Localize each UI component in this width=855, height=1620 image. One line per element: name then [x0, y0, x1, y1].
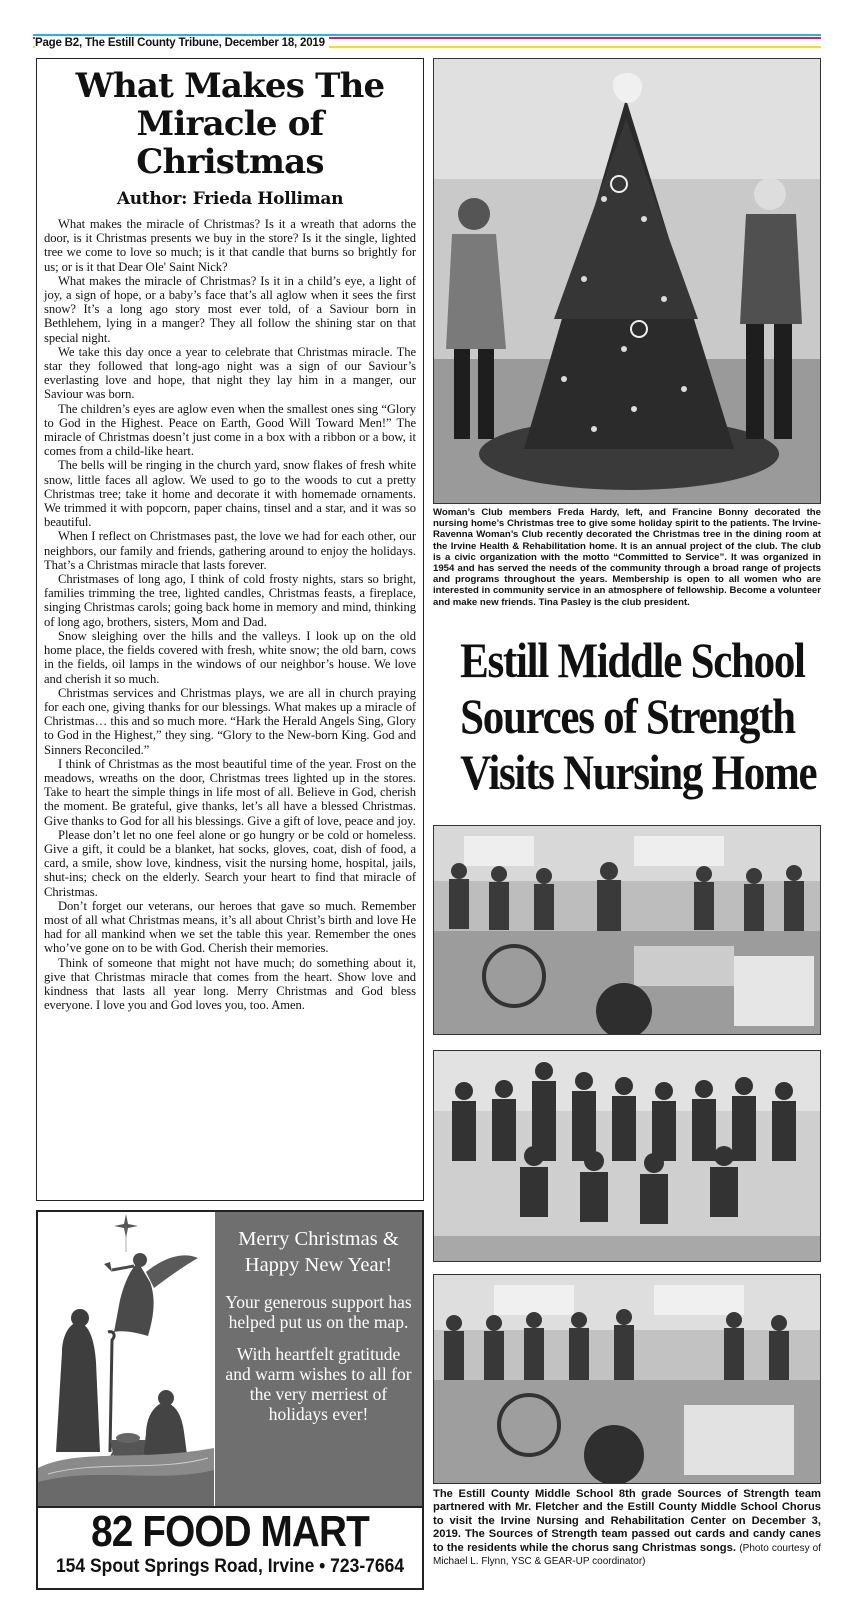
headline-line2: Sources of Strength — [460, 688, 795, 744]
article-paragraph: Don’t forget our veterans, our heroes that gave so much. Remember most of all what Christmas means, it’s all about Christ’s birth and love He had for all mankind when we set the table this year. Remember the ones who’ve gone on to be with God. Cherish their memories. — [44, 898, 416, 956]
article-paragraph: The children’s eyes are aglow even when the smallest ones sing “Glory to God in the Highest. Peace on Earth, Good Will Toward Men!” The miracle of Christmas doesn’t just come in a box with a ribbon or a bow, it comes from a child-like heart. — [44, 401, 416, 459]
christmas-tree-photo — [433, 58, 821, 504]
chorus-photo — [433, 825, 821, 1035]
headline-line1: Estill Middle School — [460, 632, 805, 688]
article-paragraph: Snow sleighing over the hills and the valleys. I look up on the old home place, the fields covered with fresh, white snow; the old barn, cows in the fields, oil lamps in the windows of our neighbor’s house. We love and cherish it so much. — [44, 628, 416, 686]
ad-greeting-line1: Merry Christmas & — [238, 1228, 399, 1250]
cyan-rule — [33, 34, 821, 36]
article-paragraph: Please don’t let no one feel alone or go hungry or be cold or homeless. Give a gift, it could be a blanket, hat socks, gloves, coat, dish of food, a card, a smile, show love, kindness, visit the nursing home, hospital, jails, shut-ins; check on the elderly. Search your heart to find that miracle of Christmas. — [44, 827, 416, 899]
ad-message-panel — [215, 1212, 422, 1506]
page-header — [33, 34, 821, 50]
article-paragraph: The bells will be ringing in the church yard, snow flakes of fresh white snow, little faces all aglow. We used to go to the woods to cut a pretty Christmas tree; take it home and decorate it with homemade ornaments. We trimmed it with popcorn, paper chains, tinsel and a star, and it was so beautiful. — [44, 458, 416, 530]
article-paragraph: I think of Christmas as the most beautiful time of the year. Frost on the meadows, wreaths on the door, Christmas trees lighted up in the stores. Take to heart the simple things in life most of all. Believe in God, cherish the moment. Be grateful, give thanks, let’s all have a blessed Christmas. Give thanks to God for all his blessings. Give a gift of love, peace and joy. — [44, 756, 416, 828]
ad-store-block — [38, 1506, 422, 1588]
article-paragraph: When I reflect on Christmases past, the love we had for each other, our neighbors, our family and friends, gathering around to enjoy the holidays. That’s a Christmas miracle that lasts forever. — [44, 529, 416, 572]
ad-greeting-line2: Happy New Year! — [244, 1254, 393, 1276]
article-body — [44, 217, 416, 1012]
article-title-line1: What Makes The — [75, 66, 385, 106]
team-photo-caption — [433, 1488, 821, 1568]
article-paragraph: Think of someone that might not have much; do something about it, give that Christmas miracle that comes from the heart. Show love and kindness that lasts all year long. Merry Christmas and God bless everyone. I love you and God loves you, too. Amen. — [44, 955, 416, 1013]
article-paragraph: Christmases of long ago, I think of cold frosty nights, stars so bright, families trimming the tree, lighted candles, Christmas feasts, a fireplace, singing Christmas carols; going back home in memory and mind, thinking of long ago, brothers, sisters, Mom and Dad. — [44, 572, 416, 629]
ad-store-address: 154 Spout Springs Road, Irvine • 723-7664 — [55, 1556, 405, 1577]
article-paragraph: We take this day once a year to celebrate that Christmas miracle. The star they followed that long-ago night was a sign of our Saviour’s everlasting love and hope, that night they lay him in a manger, our Saviour was born. — [44, 344, 416, 402]
christmas-article — [36, 58, 424, 1201]
article-author: Author: Frieda Holliman — [116, 189, 344, 209]
ad-greeting — [215, 1226, 422, 1278]
residents-photo — [433, 1274, 821, 1484]
tree-photo-caption: Woman’s Club members Freda Hardy, left, and Francine Bonny decorated the nursing home’s Christmas tree to give some holiday spirit to the patients. The Irvine-Ravenna Woman’s Club recently decorated the Christmas tree in the dining room at the Irvine Health & Rehabilitation home. It is an annual project of the club. The club is a civic organization with the motto “Committed to Service”. It was organized in 1954 and has served the needs of the community through a broad range of projects and programs throughout the years. Membership is open to all women who are interested in community service in an atmosphere of fellowship. Become a volunteer and make new friends. Tina Pasley is the club president. — [433, 507, 821, 608]
article-title — [44, 67, 416, 181]
article-paragraph: What makes the miracle of Christmas? Is it a wreath that adorns the door, is it Christmas presents we buy in the store? Is it the single, lighted tree we come to love so much; is it that candle that burns so brightly for us; or is it that Dear Ole' Saint Nick? — [44, 217, 416, 274]
ad-store-name: 82 FOOD MART — [91, 1507, 369, 1556]
nativity-silhouette-icon — [38, 1212, 214, 1506]
team-caption-text: The Estill County Middle School 8th grade Sources of Strength team partnered with Mr. Fletcher and the Estill County Middle School Chorus to visit the Irvine Nursing and Rehabilitation Center on December 3, 2019. The Sources of Strength team passed out cards and candy canes to the residents while the chorus sang Christmas songs. — [433, 1488, 821, 1554]
photo-credit: (Photo courtesy of Michael L. Flynn, YSC & GEAR-UP coordinator) — [433, 1542, 821, 1568]
team-photo — [433, 1050, 821, 1262]
article-paragraph: What makes the miracle of Christmas? Is it in a child’s eye, a light of joy, a sign of hope, or a baby’s face that’s all aglow when it sees the first snow? It’s a long ago story most ever told, of a Saviour born in Bethlehem, lying in a manger? They all follow the shining star on that special night. — [44, 273, 416, 345]
ad-message1: Your generous support has helped put us on the map. — [225, 1292, 412, 1332]
headline-line3: Visits Nursing Home — [460, 744, 817, 800]
school-visit-headline — [433, 632, 821, 800]
page-folio: Page B2, The Estill County Tribune, December 18, 2019 — [35, 37, 329, 49]
article-title-line2: Miracle of Christmas — [136, 104, 324, 182]
article-paragraph: Christmas services and Christmas plays, we are all in church praying for each one, giving thanks for our blessings. What makes up a miracle of Christmas… this and so much more. “Hark the Herald Angels Sing, Glory to God in the Highest,” they sing. “Glory to the New-born King. God and Sinners Reconciled.” — [44, 685, 416, 757]
food-mart-ad — [36, 1210, 424, 1590]
ad-message2: With heartfelt gratitude and warm wishes to all for the very merriest of holidays ever! — [225, 1344, 412, 1424]
